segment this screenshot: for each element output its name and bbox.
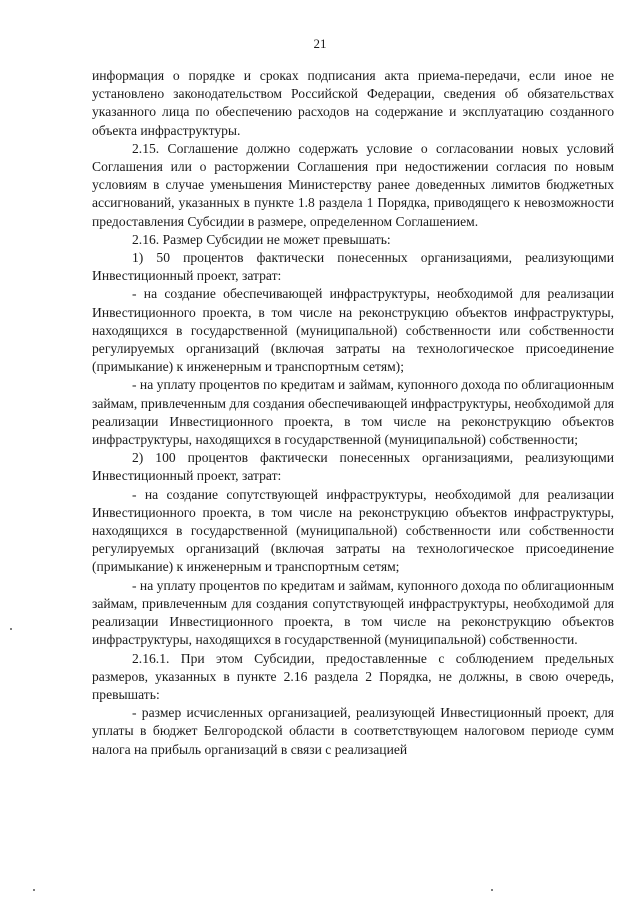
paragraph-continuation: информация о порядке и сроках подписания акта приема-передачи, если иное не установлено законодательством Российской Федерации, сведения об обязательствах указанного лица по обеспечению расходов на содержание и эксплуатацию созданного объекта инфраструктуры. <box>92 68 614 138</box>
paragraph-2-16-1: 2.16.1. При этом Субсидии, предоставленные с соблюдением предельных размеров, указанных в пункте 2.16 раздела 2 Порядка, не должны, в свою очередь, превышать: <box>92 650 614 702</box>
item-2-dash-2: - на уплату процентов по кредитам и займам, купонного дохода по облигационным займам, привлеченным для создания сопутствующей инфраструктуры, необходимой для реализации Инвестиционного проекта, в том числе на реконструкцию объектов инфраструктуры, находящихся в государственной (муниципальной) собственности. <box>92 577 614 648</box>
paragraph-2-15: 2.15. Соглашение должно содержать условие о согласовании новых условий Соглашения или о расторжении Соглашения при недостижении согласия по новым условиям в случае уменьшения Министерству ранее доведенных лимитов бюджетных ассигнований, указанных в пункте 1.8 раздела 1 Порядка, приводящего к невозможности предоставления Субсидии в размере, определенном Соглашением. <box>92 140 614 229</box>
item-2-dash-1: - на создание сопутствующей инфраструктуры, необходимой для реализации Инвестиционного проекта, в том числе на реконструкцию объектов инфраструктуры, находящихся в государственной (муниципальной) собственности или собственности регулируемых организаций (включая затраты на технологическое присоединение (примыкание) к инженерным и транспортным сетям; <box>92 486 614 575</box>
page-number: 21 <box>313 36 327 51</box>
item-1-dash-2: - на уплату процентов по кредитам и займам, купонного дохода по облигационным займам, привлеченным для создания обеспечивающей инфраструктуры, необходимой для реализации Инвестиционного проекта, в том числе на реконструкцию объектов инфраструктуры, находящихся в государственной (муниципальной) собственности; <box>92 377 614 448</box>
item-2: 2) 100 процентов фактически понесенных организациями, реализующими Инвестиционный проект, затрат: <box>92 450 614 484</box>
document-body <box>92 67 614 759</box>
paragraph-2-16-1-dash-1: - размер исчисленных организацией, реализующей Инвестиционный проект, для уплаты в бюджет Белгородской области в соответствующем налоговом периоде сумм налога на прибыль организаций в связи с реализацией <box>92 705 614 757</box>
scan-speck <box>33 889 35 891</box>
item-1: 1) 50 процентов фактически понесенных организациями, реализующими Инвестиционный проект, затрат: <box>92 250 614 284</box>
scan-speck <box>10 628 12 630</box>
item-1-dash-1: - на создание обеспечивающей инфраструктуры, необходимой для реализации Инвестиционного проекта, в том числе на реконструкцию объектов инфраструктуры, находящихся в государственной (муниципальной) собственности или собственности регулируемых организаций (включая затраты на технологическое присоединение (примыкание) к инженерным и транспортным сетям); <box>92 286 614 375</box>
scan-speck <box>491 889 493 891</box>
paragraph-2-16: 2.16. Размер Субсидии не может превышать: <box>132 231 391 247</box>
